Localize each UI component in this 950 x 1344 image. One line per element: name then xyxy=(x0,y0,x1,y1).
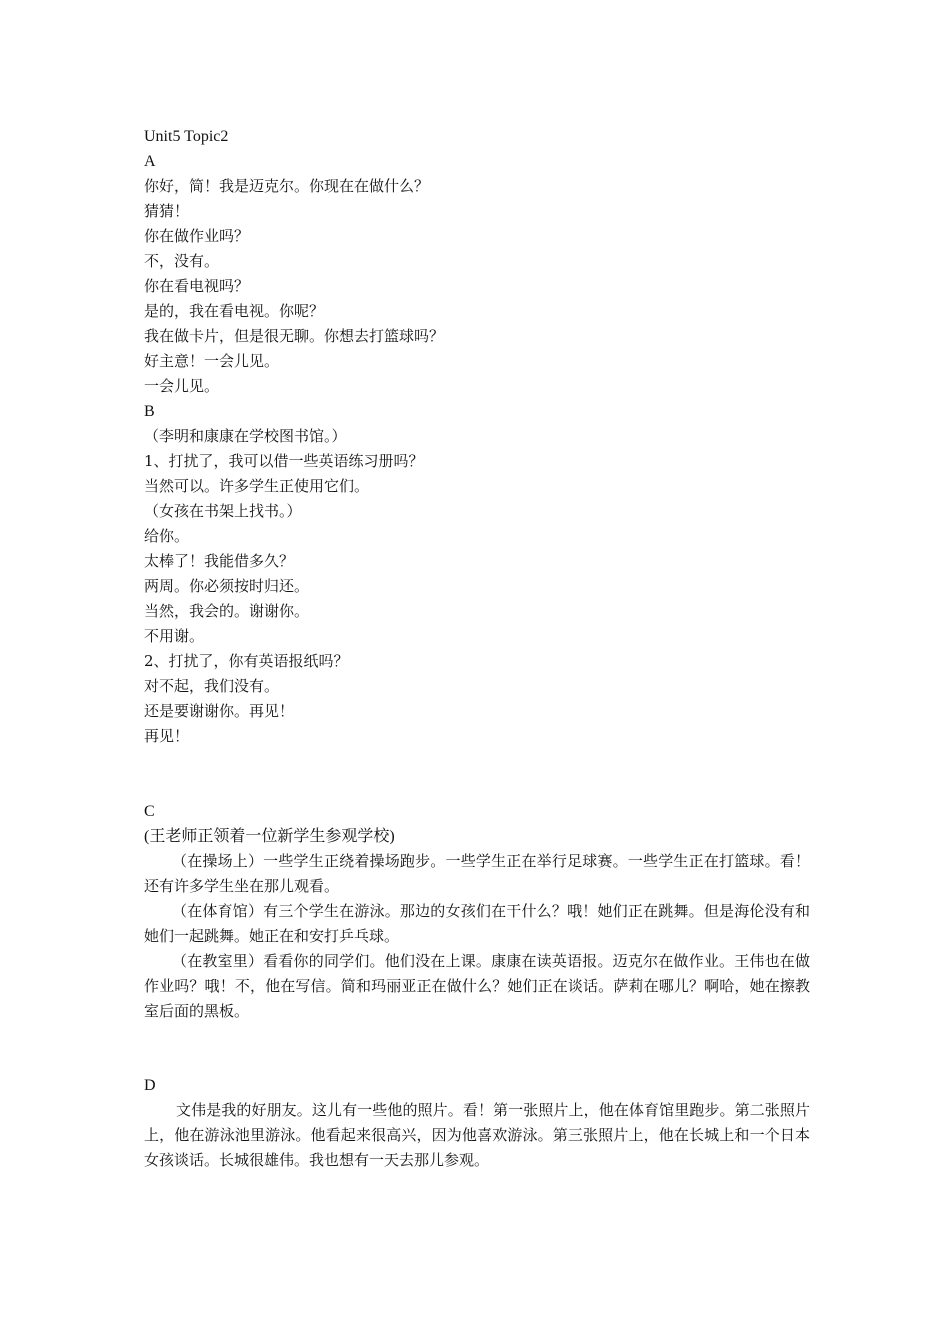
dialogue-line: 不用谢。 xyxy=(144,627,205,645)
dialogue-line: 一会儿见。 xyxy=(144,377,220,395)
dialogue-line: 两周。你必须按时归还。 xyxy=(144,577,310,595)
dialogue-line: 对不起，我们没有。 xyxy=(144,677,280,695)
section-c-label: C xyxy=(144,803,155,820)
dialogue-line: 2、打扰了，你有英语报纸吗？ xyxy=(144,652,349,670)
section-a-dialogue xyxy=(144,174,810,399)
section-c-paragraph: （在操场上）一些学生正绕着操场跑步。一些学生正在举行足球赛。一些学生正在打篮球。看！还有许多学生坐在那儿观看。 xyxy=(144,852,810,895)
dialogue-line: （女孩在书架上找书。） xyxy=(144,502,302,520)
section-c-intro: (王老师正领着一位新学生参观学校) xyxy=(144,828,395,845)
dialogue-line: 当然，我会的。谢谢你。 xyxy=(144,602,310,620)
dialogue-line: 你好，简！我是迈克尔。你现在在做什么？ xyxy=(144,177,430,195)
dialogue-line: 你在做作业吗？ xyxy=(144,227,250,245)
dialogue-line: 你在看电视吗？ xyxy=(144,277,250,295)
section-c-paragraph: （在体育馆）有三个学生在游泳。那边的女孩们在干什么？哦！她们正在跳舞。但是海伦没有和她们一起跳舞。她正在和安打乒乓球。 xyxy=(144,902,810,945)
spacer xyxy=(144,1024,810,1073)
dialogue-line: 给你。 xyxy=(144,527,190,545)
spacer xyxy=(144,749,810,799)
section-a-label: A xyxy=(144,153,156,170)
dialogue-line: 好主意！一会儿见。 xyxy=(144,352,280,370)
section-b-label: B xyxy=(144,403,155,420)
section-c-paragraph: （在教室里）看看你的同学们。他们没在上课。康康在读英语报。迈克尔在做作业。王伟也在做作业吗？哦！不，他在写信。简和玛丽亚正在做什么？她们正在谈话。萨莉在哪儿？啊哈，她在擦教室后面的黑板。 xyxy=(144,952,810,1020)
dialogue-line: 1、打扰了，我可以借一些英语练习册吗？ xyxy=(144,452,424,470)
section-d-label: D xyxy=(144,1077,156,1094)
dialogue-line: 太棒了！我能借多久？ xyxy=(144,552,295,570)
dialogue-line: 是的，我在看电视。你呢？ xyxy=(144,302,325,320)
document-page xyxy=(144,124,810,1173)
dialogue-line: 不，没有。 xyxy=(144,252,220,270)
section-d-paragraph: 文伟是我的好朋友。这儿有一些他的照片。看！第一张照片上，他在体育馆里跑步。第二张照片上，他在游泳池里游泳。他看起来很高兴，因为他喜欢游泳。第三张照片上，他在长城上和一个日本女孩谈话。长城很雄伟。我也想有一天去那儿参观。 xyxy=(144,1101,810,1169)
dialogue-line: 我在做卡片，但是很无聊。你想去打篮球吗？ xyxy=(144,327,445,345)
dialogue-line: 当然可以。许多学生正使用它们。 xyxy=(144,477,370,495)
section-b-dialogue xyxy=(144,424,810,749)
dialogue-line: 猜猜！ xyxy=(144,202,190,220)
dialogue-line: 再见！ xyxy=(144,727,190,745)
dialogue-line: 还是要谢谢你。再见！ xyxy=(144,702,295,720)
document-title: Unit5 Topic2 xyxy=(144,128,229,145)
dialogue-line: （李明和康康在学校图书馆。） xyxy=(144,427,347,445)
